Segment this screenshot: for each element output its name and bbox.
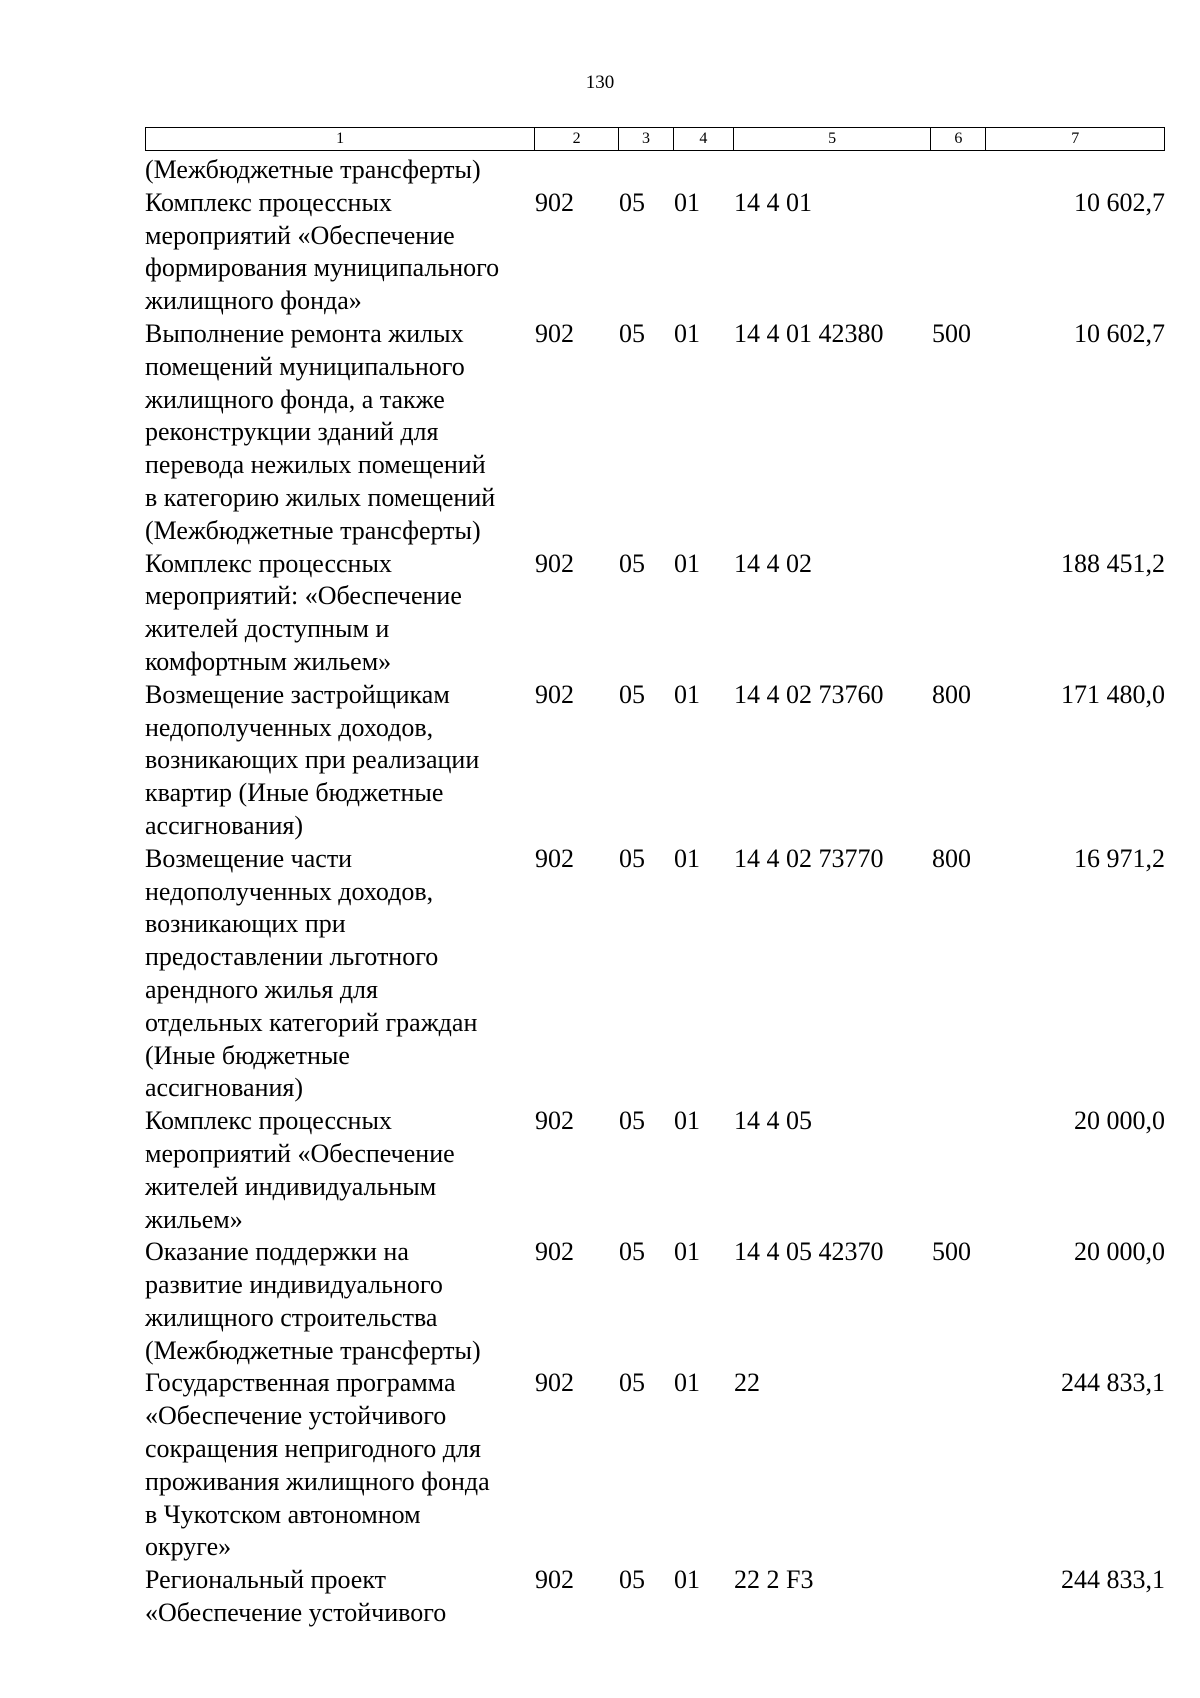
row-sum: 20 000,0 — [1074, 1237, 1165, 1267]
row-csr: 14 4 01 42380 — [734, 318, 884, 348]
table-row — [145, 154, 1165, 187]
row-vr: 800 — [932, 679, 971, 709]
row-grbs: 902 — [535, 843, 574, 873]
row-csr: 14 4 05 — [734, 1106, 812, 1136]
row-rz: 05 — [619, 843, 645, 873]
table-row — [145, 187, 1165, 318]
row-pr: 01 — [674, 1368, 700, 1398]
table-row — [145, 1236, 1165, 1367]
table-row — [145, 318, 1165, 548]
row-name: Оказание поддержки на развитие индивидуального жилищного строительства (Межбюджетные трансферты) — [145, 1237, 481, 1365]
row-pr: 01 — [674, 679, 700, 709]
row-sum: 10 602,7 — [1074, 187, 1165, 217]
row-grbs: 902 — [535, 1237, 574, 1267]
row-pr: 01 — [674, 318, 700, 348]
row-rz: 05 — [619, 548, 645, 578]
row-csr: 14 4 02 73760 — [734, 679, 884, 709]
header-col-7: 7 — [1071, 130, 1080, 147]
row-grbs: 902 — [535, 187, 574, 217]
row-grbs: 902 — [535, 548, 574, 578]
row-csr: 14 4 05 42370 — [734, 1237, 884, 1267]
row-sum: 20 000,0 — [1074, 1106, 1165, 1136]
row-sum: 188 451,2 — [1061, 548, 1165, 578]
row-csr: 22 — [734, 1368, 760, 1398]
row-grbs: 902 — [535, 1368, 574, 1398]
table-row — [145, 1105, 1165, 1236]
row-sum: 244 833,1 — [1061, 1565, 1165, 1595]
row-sum: 10 602,7 — [1074, 318, 1165, 348]
row-rz: 05 — [619, 318, 645, 348]
row-rz: 05 — [619, 1106, 645, 1136]
table-row — [145, 1367, 1165, 1564]
header-col-2: 2 — [535, 128, 619, 150]
row-pr: 01 — [674, 548, 700, 578]
table-row — [145, 548, 1165, 679]
row-rz: 05 — [619, 1368, 645, 1398]
row-name: Региональный проект «Обеспечение устойчивого — [145, 1565, 447, 1628]
row-grbs: 902 — [535, 1106, 574, 1136]
row-grbs: 902 — [535, 679, 574, 709]
row-name: Выполнение ремонта жилых помещений муниципального жилищного фонда, а также реконструкции зданий для перевода нежилых помещений в категорию жилых помещений (Межбюджетные трансферты) — [145, 318, 496, 545]
header-col-5: 5 — [734, 128, 932, 150]
row-name: Комплекс процессных мероприятий «Обеспечение жителей индивидуальным жильем» — [145, 1106, 455, 1234]
table-row — [145, 1564, 1165, 1630]
row-pr: 01 — [674, 1237, 700, 1267]
header-col-3: 3 — [619, 128, 674, 150]
row-name: Государственная программа «Обеспечение устойчивого сокращения непригодного для проживания жилищного фонда в Чукотском автономном округе» — [145, 1368, 490, 1562]
row-pr: 01 — [674, 1565, 700, 1595]
row-name: (Межбюджетные трансферты) — [145, 155, 481, 184]
row-grbs: 902 — [535, 1565, 574, 1595]
row-vr: 500 — [932, 1237, 971, 1267]
header-col-6: 6 — [931, 128, 986, 150]
row-rz: 05 — [619, 1565, 645, 1595]
row-vr: 800 — [932, 843, 971, 873]
row-vr: 500 — [932, 318, 971, 348]
row-csr: 14 4 01 — [734, 187, 812, 217]
page-number: 130 — [585, 72, 615, 93]
header-col-4: 4 — [674, 128, 734, 150]
row-csr: 14 4 02 — [734, 548, 812, 578]
row-csr: 22 2 F3 — [734, 1565, 814, 1595]
table-row — [145, 679, 1165, 843]
row-sum: 16 971,2 — [1074, 843, 1165, 873]
table-header — [145, 127, 1165, 151]
header-col-1: 1 — [146, 128, 535, 150]
budget-table-body — [145, 154, 1165, 1630]
row-rz: 05 — [619, 679, 645, 709]
row-name: Возмещение застройщикам недополученных доходов, возникающих при реализации квартир (Иные бюджетные ассигнования) — [145, 679, 480, 840]
row-name: Комплекс процессных мероприятий: «Обеспечение жителей доступным и комфортным жильем» — [145, 548, 462, 676]
row-grbs: 902 — [535, 318, 574, 348]
row-rz: 05 — [619, 1237, 645, 1267]
table-row — [145, 843, 1165, 1105]
row-csr: 14 4 02 73770 — [734, 843, 884, 873]
row-rz: 05 — [619, 187, 645, 217]
row-name: Возмещение части недополученных доходов, возникающих при предоставлении льготного арендного жилья для отдельных категорий граждан (Иные бюджетные ассигнования) — [145, 843, 478, 1103]
row-name: Комплекс процессных мероприятий «Обеспечение формирования муниципального жилищного фонда» — [145, 187, 500, 316]
row-sum: 244 833,1 — [1061, 1368, 1165, 1398]
row-pr: 01 — [674, 187, 700, 217]
row-pr: 01 — [674, 843, 700, 873]
row-pr: 01 — [674, 1106, 700, 1136]
row-sum: 171 480,0 — [1061, 679, 1165, 709]
